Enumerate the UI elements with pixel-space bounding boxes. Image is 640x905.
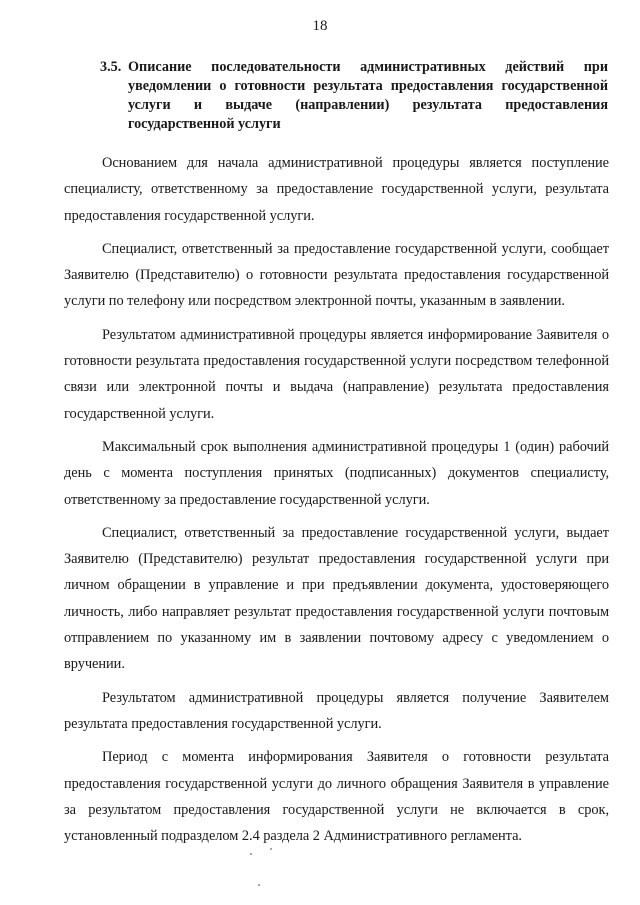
scan-speck bbox=[250, 853, 252, 855]
paragraph: Специалист, ответственный за предоставление государственной услуги, выдает Заявителю (Представителю) результат предоставления государственной услуги при личном обращении в управление и при предъявлении документа, удостоверяющего личность, либо направляет результат предоставления государственной услуги почтовым отправлением по указанному им в заявлении почтовому адресу с уведомлением о вручении. bbox=[64, 524, 609, 673]
section-heading bbox=[100, 58, 608, 134]
section-title: Описание последовательности административных действий при уведомлении о готовности результата предоставления государственной услуги и выдаче (направлении) результата предоставления государственной услуги bbox=[128, 59, 608, 132]
section-number: 3.5. bbox=[100, 59, 122, 75]
page-number: 18 bbox=[312, 18, 328, 34]
paragraph: Результатом административной процедуры является получение Заявителем результата предоставления государственной услуги. bbox=[64, 689, 609, 732]
paragraph: Максимальный срок выполнения административной процедуры 1 (один) рабочий день с момента поступления принятых (подписанных) документов специалисту, ответственному за предоставление государственной услуги. bbox=[64, 438, 609, 508]
scan-speck bbox=[270, 848, 272, 850]
document-body bbox=[64, 150, 609, 856]
paragraph: Результатом административной процедуры является информирование Заявителя о готовности результата предоставления государственной услуги посредством телефонной связи или электронной почты и выдача (направление) результата предоставления государственной услуги. bbox=[64, 326, 609, 422]
paragraph: Период с момента информирования Заявителя о готовности результата предоставления государственной услуги до личного обращения Заявителя в управление за результатом предоставления государственной услуги не включается в срок, установленный подразделом 2.4 раздела 2 Административного регламента. bbox=[64, 749, 609, 845]
paragraph: Основанием для начала административной процедуры является поступление специалисту, ответственному за предоставление государственной услуги, результата предоставления государственной услуги. bbox=[64, 155, 609, 224]
scan-speck bbox=[258, 884, 260, 886]
paragraph: Специалист, ответственный за предоставление государственной услуги, сообщает Заявителю (Представителю) о готовности результата предоставления государственной услуги по телефону или посредством электронной почты, указанным в заявлении. bbox=[64, 240, 609, 310]
